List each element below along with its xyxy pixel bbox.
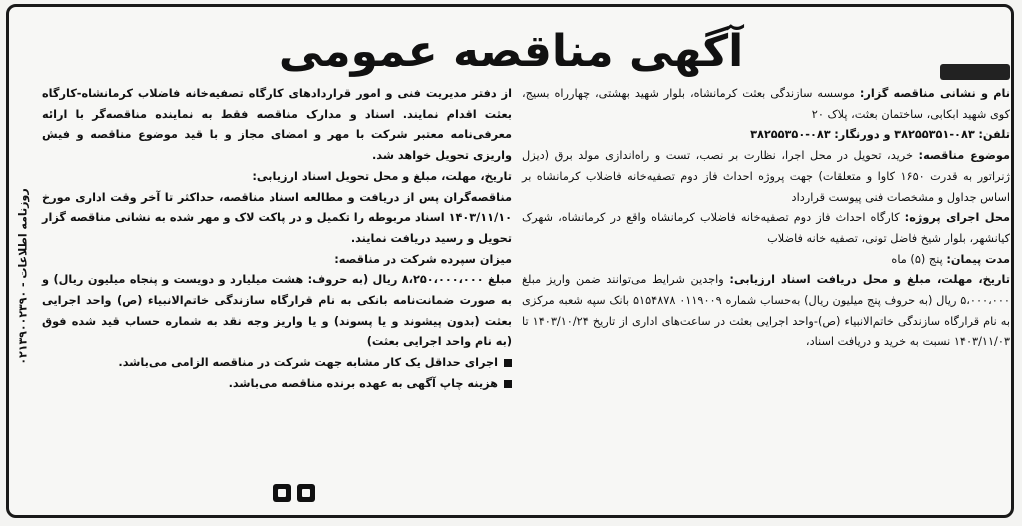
organizer-paragraph [522,84,1010,125]
deposit-paragraph [42,250,512,271]
footer-square-icon [297,484,315,502]
left-column [42,84,512,395]
requirement-text: اجرای حداقل یک کار مشابه جهت شرکت در مناقصه الزامی می‌باشد. [118,356,498,370]
deposit-text: مبلغ ۸،۲۵۰،۰۰۰،۰۰۰ ریال (به حروف: هشت میلیارد و دویست و پنجاه میلیون ریال) و به صورت ضمانت‌نامه بانکی به نام قرارگاه سازندگی خاتم‌الانبیاء (ص) واحد اجرایی بعثت (بدون پیشوند و یا پسوند) و یا واریز وجه نقد به شماره حساب قید شده فوق (به نام واحد اجرایی بعثت) [42,273,512,349]
right-column [522,84,1010,353]
side-reference-text: روزنامه اطلاعات - ۰۲۱۳۹۰۰۲۳۹۰ [16,188,30,365]
docs-paragraph [522,270,1010,353]
continuation-paragraph [42,84,512,167]
footer-mark [273,484,317,502]
phone-label: تلفن: [978,128,1010,142]
docs-text: واجدین شرایط می‌توانند ضمن واریز مبلغ ۵،۰۰۰،۰۰۰ ریال (به حروف پنج میلیون ریال) به‌حساب شماره ۰۱۱۹۰۰۹ ۵۱۵۴۸۷۸ بانک سپه شعبه مرکزی به نام قرارگاه سازندگی خاتم‌الانبیاء (ص)-واحد اجرایی بعثت در ساعت‌های اداری از تاریخ ۱۴۰۳/۱۰/۲۴ تا ۱۴۰۳/۱۱/۰۳ نسبت به خرید و دریافت اسناد، [522,273,1010,349]
fax-number: ۰۸۳-۳۸۲۵۵۳۵۰ [750,128,831,142]
submit-label: تاریخ، مهلت، مبلغ و محل تحویل اسناد ارزیابی: [252,169,512,183]
cost-text: هزینه چاپ آگهی به عهده برنده مناقصه می‌باشد. [228,376,498,390]
submit-text: مناقصه‌گران پس از دریافت و مطالعه اسناد مناقصه، حداکثر تا آخر وقت اداری مورخ ۱۴۰۳/۱۱/۱۰ اسناد مربوطه را تکمیل و در پاکت لاک و مهر شده به نشانی مناقصه گزار تحویل و رسید دریافت نمایند. [42,190,512,245]
deposit-label: میزان سپرده شرکت در مناقصه: [334,252,512,266]
phone-number: ۰۸۳-۳۸۲۵۵۳۵۱ [894,128,975,142]
footer-square-icon [273,484,291,502]
requirement-bullet [42,353,512,374]
subject-text: خرید، تحویل در محل اجرا، نظارت بر نصب، تست و راه‌اندازی مولد برق (دیزل ژنراتور به قدرت ۱۶۵۰ کاوا و متعلقات) جهت پروژه احداث فاز دوم تصفیه‌خانه فاضلاب کرمانشاه بر اساس جداول و مشخصات فنی پیوست قرارداد [522,149,1010,204]
organizer-label: نام و نشانی مناقصه گزار: [859,87,1011,100]
duration-paragraph [522,250,1010,271]
continuation-text: از دفتر مدیریت فنی و امور قراردادهای کارگاه تصفیه‌خانه فاضلاب کرمانشاه-کارگاه بعثت اقدام نمایند. اسناد و مدارک مناقصه فقط به نماینده مناقصه‌گر با ارائه معرفی‌نامه معتبر شرکت با مهر و امضای مجاز و با قید موضوع مناقصه و فیش واریزی تحویل خواهد شد. [42,87,512,163]
docs-label: تاریخ، مهلت، مبلغ و محل دریافت اسناد ارزیابی: [729,273,1010,287]
organizer-text: موسسه سازندگی بعثت کرمانشاه، بلوار شهید بهشتی، چهارراه بسیج، کوی شهید ابکابی، ساختمان بعثت، پلاک ۲۰ [522,87,1010,121]
submit-paragraph [42,167,512,188]
deposit-body [42,270,512,353]
duration-text: پنج (۵) ماه [891,252,943,266]
bullet-square-icon [504,380,512,388]
contact-paragraph [522,125,1010,146]
fax-label: و دورنگار: [834,128,891,142]
site-label: محل اجرای پروژه: [904,211,1010,225]
submit-body [42,188,512,250]
subject-label: موضوع مناقصه: [918,149,1010,163]
subject-paragraph [522,146,1010,208]
notice-title: آگهی مناقصه عمومی [278,26,744,77]
bullet-square-icon [504,359,512,367]
cost-bullet [42,374,512,395]
duration-label: مدت پیمان: [946,252,1010,266]
site-paragraph [522,208,1010,249]
side-reference [8,150,36,430]
site-text: کارگاه احداث فاز دوم تصفیه‌خانه فاضلاب کرمانشاه واقع در کرمانشاه، شهرک کیانشهر، بلوار شیخ فاضل تونی، تصفیه خانه فاضلاب [522,211,1010,245]
